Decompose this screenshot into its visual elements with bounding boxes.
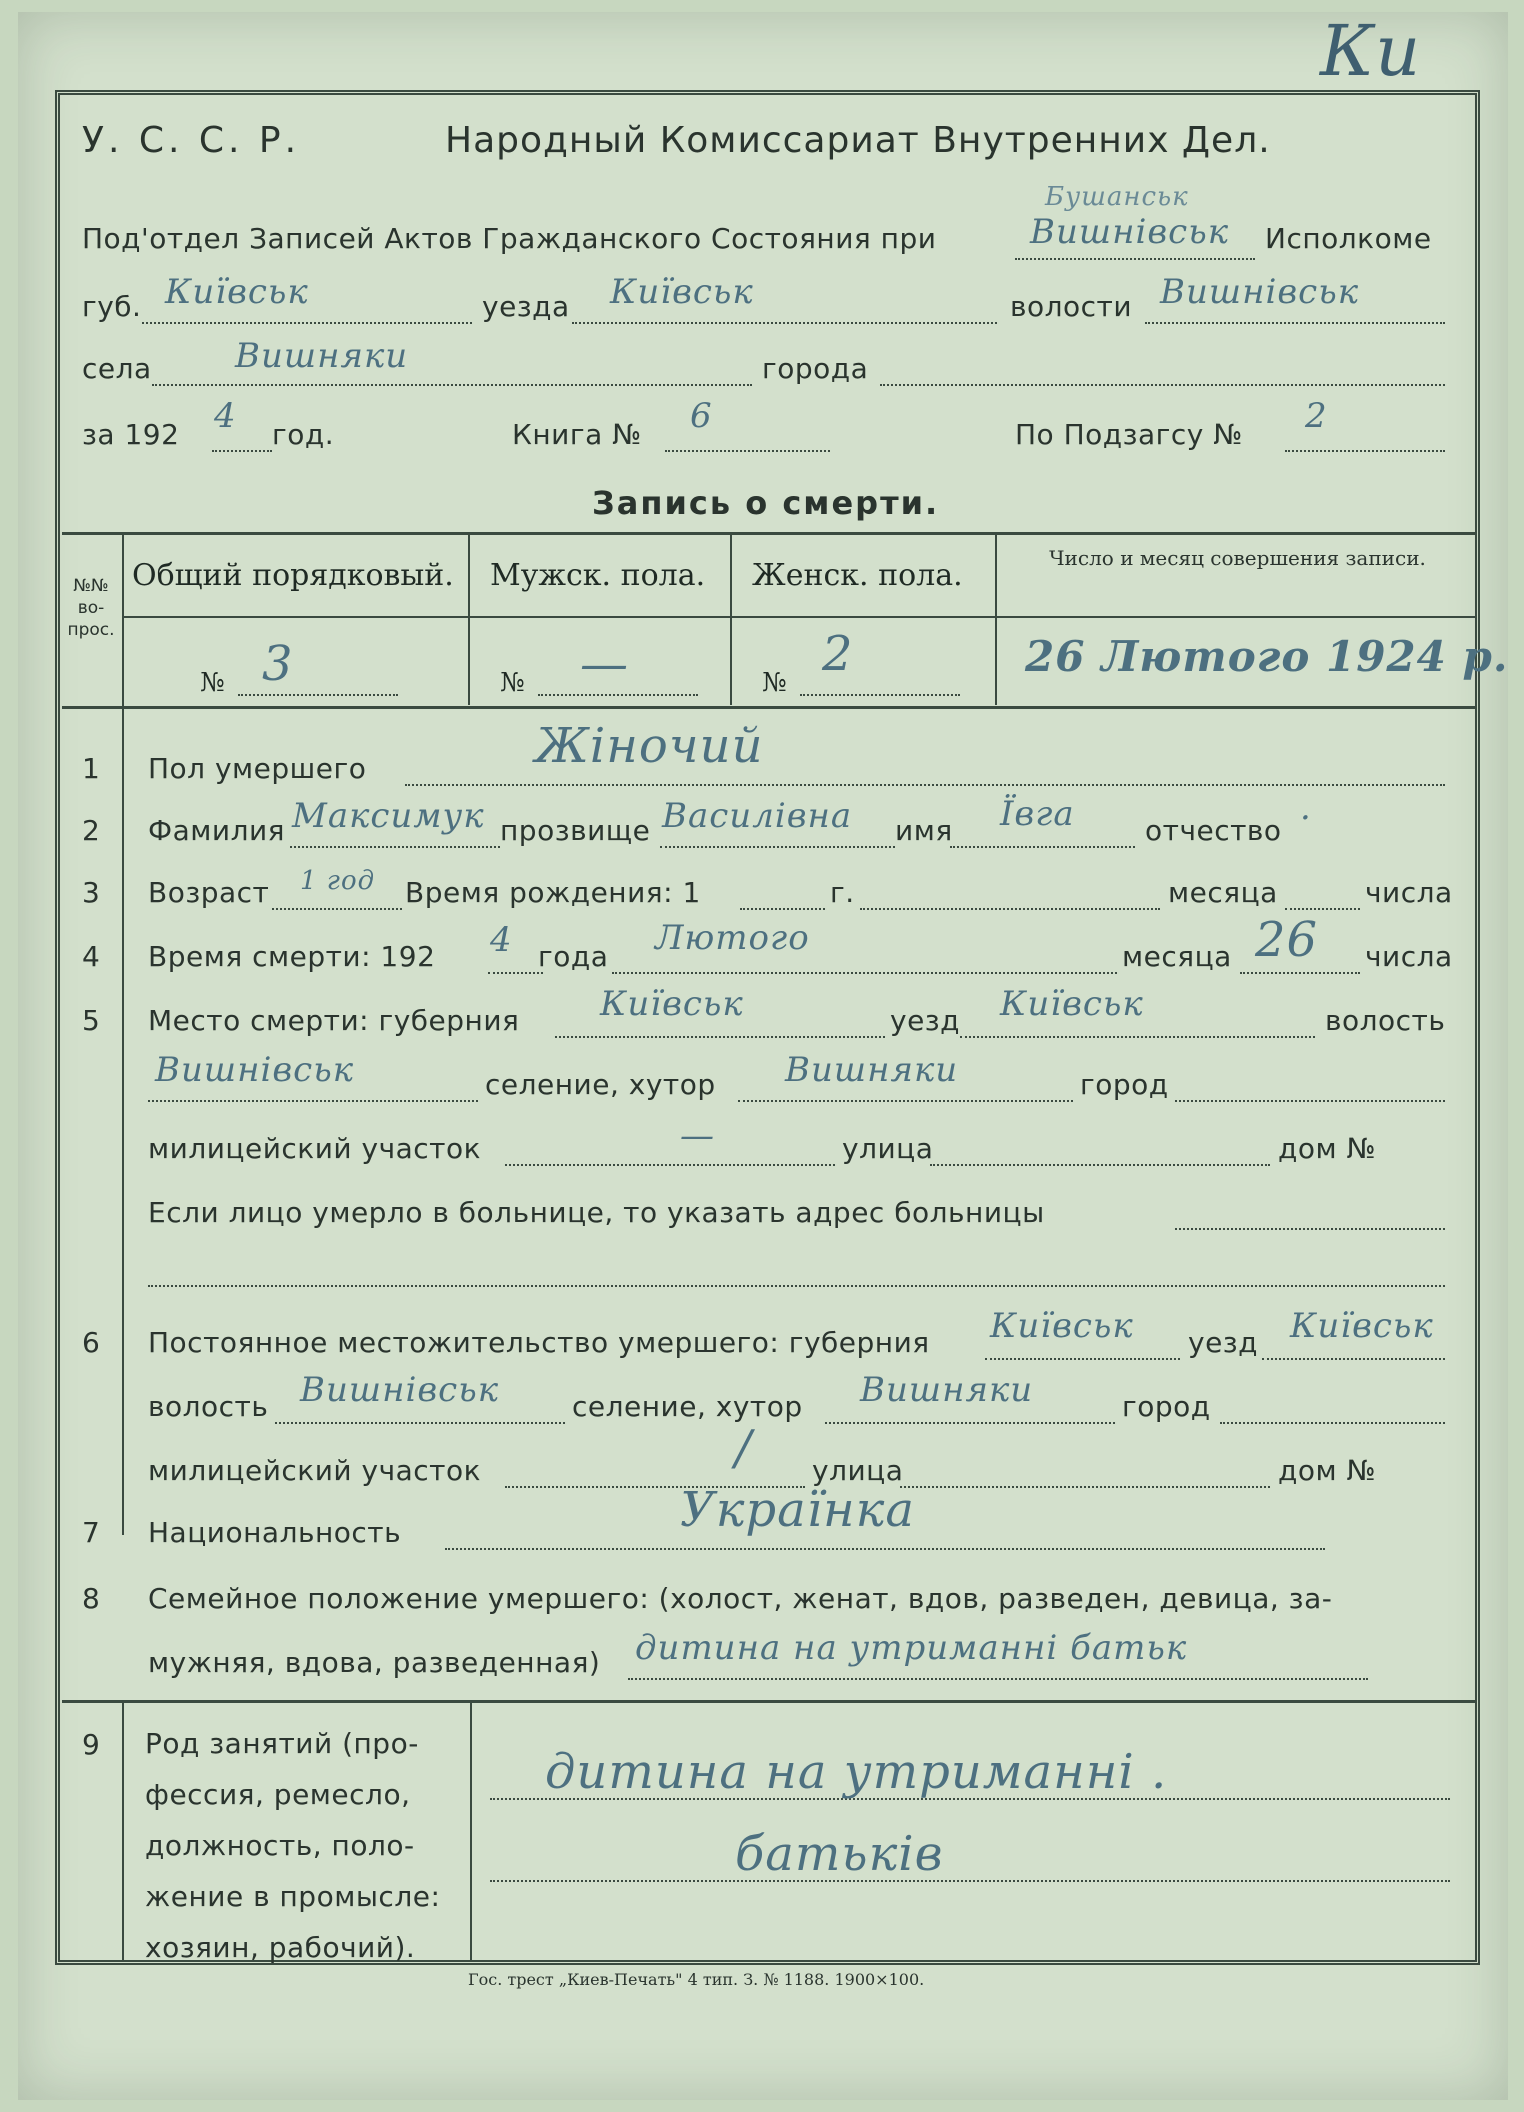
subzags-underline xyxy=(1285,450,1445,452)
table-top-rule xyxy=(62,532,1475,535)
executive-label: Исполкоме xyxy=(1265,222,1432,255)
occupation-label-line-2: фессия, ремесло, xyxy=(145,1778,411,1811)
age-value: 1 год xyxy=(300,866,376,896)
col-rule-2 xyxy=(730,535,732,705)
gub-value: Київськ xyxy=(165,272,309,312)
subdept-overline-value: Бушанськ xyxy=(1045,182,1189,212)
occupation-label-line-3: должность, поло- xyxy=(145,1829,415,1862)
death-day-label: числа xyxy=(1365,940,1453,973)
female-no-sign: № xyxy=(762,668,787,698)
death-selo-underline xyxy=(738,1100,1073,1102)
death-selo-value: Вишняки xyxy=(785,1050,959,1090)
death-month-value: Лютого xyxy=(655,918,810,958)
residence-gub-value: Київськ xyxy=(990,1306,1134,1346)
subzags-label: По Подзагсу № xyxy=(1015,418,1243,451)
subzags-value: 2 xyxy=(1305,396,1328,436)
residence-volost-value: Вишнівськ xyxy=(300,1370,500,1410)
row-9-num: 9 xyxy=(82,1728,100,1761)
death-street-label: улица xyxy=(842,1132,934,1165)
age-underline xyxy=(272,908,402,910)
death-year-suffix: года xyxy=(538,940,609,973)
death-selo-label: селение, хутор xyxy=(485,1068,716,1101)
surname-underline xyxy=(290,846,500,848)
row-9-mid-rule xyxy=(470,1703,472,1961)
male-value: — xyxy=(580,636,629,692)
row-6-num: 6 xyxy=(82,1326,100,1359)
record-title: Запись о смерти. xyxy=(592,484,940,522)
birth-g-underline xyxy=(860,908,1160,910)
subdept-label: Под'отдел Записей Актов Гражданского Состояния при xyxy=(82,222,937,255)
row-9-top-rule xyxy=(62,1700,1475,1703)
birth-day-label: числа xyxy=(1365,876,1453,909)
row-5-num: 5 xyxy=(82,1004,100,1037)
death-gorod-label: город xyxy=(1080,1068,1169,1101)
head-mid-rule xyxy=(122,616,1475,618)
nickname-value: Василівна xyxy=(662,796,853,836)
gorod-underline xyxy=(880,384,1445,386)
selo-label: села xyxy=(82,352,152,385)
death-gub-underline xyxy=(555,1036,885,1038)
surname-label: Фамилия xyxy=(148,814,286,847)
subdept-underline xyxy=(1015,258,1255,260)
row-1-num: 1 xyxy=(82,752,100,785)
male-head: Мужск. пола. xyxy=(490,558,706,593)
residence-volost-underline xyxy=(275,1422,565,1424)
death-month-underline xyxy=(612,972,1117,974)
book-underline xyxy=(665,450,830,452)
death-uezd-underline xyxy=(960,1036,1315,1038)
col-rule-1 xyxy=(468,535,470,705)
surname-value: Максимук xyxy=(292,796,485,836)
god-label: год. xyxy=(272,418,335,451)
occupation-value-1: дитина на утриманні . xyxy=(545,1744,1168,1800)
residence-selo-label: селение, хутор xyxy=(572,1390,803,1423)
age-label: Возраст xyxy=(148,876,270,909)
row-4-num: 4 xyxy=(82,940,100,973)
record-date-value: 26 Лютого 1924 р. xyxy=(1025,632,1509,681)
book-label: Книга № xyxy=(512,418,642,451)
row-3-num: 3 xyxy=(82,876,100,909)
marital-label-1: Семейное положение умершего: (холост, женат, вдов, разведен, девица, за- xyxy=(148,1582,1333,1615)
residence-street-label: улица xyxy=(812,1454,904,1487)
occupation-label-line-5: хозяин, рабочий). xyxy=(145,1931,416,1964)
selo-value: Вишняки xyxy=(235,336,409,376)
death-volost-underline xyxy=(148,1100,478,1102)
death-street-underline xyxy=(930,1164,1270,1166)
nickname-underline xyxy=(660,846,895,848)
birth-month-label: месяца xyxy=(1168,876,1278,909)
uezd-value: Київськ xyxy=(610,272,754,312)
row-8-num: 8 xyxy=(82,1582,100,1615)
hospital-underline-1 xyxy=(1175,1228,1445,1230)
nickname-label: прозвище xyxy=(500,814,651,847)
row-1-value: Жіночий xyxy=(535,718,764,774)
general-head: Общий порядковый. xyxy=(132,558,454,593)
marital-underline xyxy=(628,1678,1368,1680)
death-year-value: 4 xyxy=(490,920,513,960)
name-underline xyxy=(950,846,1135,848)
residence-selo-value: Вишняки xyxy=(860,1370,1034,1410)
death-gorod-underline xyxy=(1175,1100,1445,1102)
year-underline xyxy=(212,450,272,452)
marital-value: дитина на утриманні батьк xyxy=(635,1628,1188,1668)
selo-underline xyxy=(152,384,752,386)
residence-gorod-underline xyxy=(1220,1422,1445,1424)
row-7-num: 7 xyxy=(82,1516,100,1549)
num-col-rule xyxy=(122,535,124,1535)
hospital-underline-2 xyxy=(148,1285,1445,1287)
residence-uezd-value: Київськ xyxy=(1290,1306,1434,1346)
book-value: 6 xyxy=(690,396,713,436)
subdept-value: Вишнівськ xyxy=(1030,212,1230,252)
uezd-label: уезда xyxy=(482,290,570,323)
residence-volost-label: волость xyxy=(148,1390,269,1423)
death-volost-value: Вишнівськ xyxy=(155,1050,355,1090)
row-9-num-rule xyxy=(122,1703,124,1961)
hospital-label: Если лицо умерло в больнице, то указать адрес больницы xyxy=(148,1196,1045,1229)
marital-label-2: мужняя, вдова, разведенная) xyxy=(148,1646,601,1679)
residence-uezd-label: уезд xyxy=(1188,1326,1259,1359)
death-uezd-value: Київськ xyxy=(1000,984,1144,1024)
death-police-underline xyxy=(505,1164,835,1166)
birth-g-label: г. xyxy=(830,876,855,909)
row-1-label: Пол умершего xyxy=(148,752,367,785)
residence-label: Постоянное местожительство умершего: губерния xyxy=(148,1326,930,1359)
col-rule-3 xyxy=(995,535,997,705)
death-month-label: месяца xyxy=(1122,940,1232,973)
commissariat-title: Народный Комиссариат Внутренних Дел. xyxy=(445,120,1271,161)
female-value: 2 xyxy=(822,626,854,682)
occupation-label-line-1: Род занятий (про- xyxy=(145,1727,419,1760)
row-1-underline xyxy=(405,784,1445,786)
nationality-value: Українка xyxy=(680,1482,915,1538)
residence-uezd-underline xyxy=(1262,1358,1445,1360)
name-value: Ївга xyxy=(1000,794,1075,834)
name-label: имя xyxy=(895,814,953,847)
occupation-label xyxy=(145,1718,465,1973)
death-day-underline xyxy=(1240,972,1360,974)
residence-house-label: дом № xyxy=(1278,1454,1377,1487)
gorod-label: города xyxy=(762,352,869,385)
volost-underline xyxy=(1145,322,1445,324)
death-uezd-label: уезд xyxy=(890,1004,961,1037)
occupation-label-line-4: жение в промысле: xyxy=(145,1880,441,1913)
patronymic-value: · xyxy=(1300,798,1312,838)
q-col-head: №№ во- прос. xyxy=(67,576,115,640)
corner-mark: Ки xyxy=(1320,10,1422,92)
occupation-underline-2 xyxy=(490,1880,1450,1882)
female-head: Женск. пола. xyxy=(752,558,963,593)
male-underline xyxy=(538,694,698,696)
death-day-value: 26 xyxy=(1255,912,1319,968)
residence-gorod-label: город xyxy=(1122,1390,1211,1423)
patronymic-label: отчество xyxy=(1145,814,1282,847)
gub-underline xyxy=(142,322,472,324)
male-no-sign: № xyxy=(500,668,525,698)
residence-street-underline xyxy=(900,1486,1270,1488)
death-police-value: — xyxy=(680,1116,715,1156)
table-head-bottom-rule xyxy=(62,706,1475,709)
date-head: Число и месяц совершения записи. xyxy=(1049,546,1426,570)
death-house-label: дом № xyxy=(1278,1132,1377,1165)
death-place-label: Место смерти: губерния xyxy=(148,1004,520,1037)
volost-label: волости xyxy=(1010,290,1133,323)
residence-police-value: / xyxy=(735,1420,753,1476)
death-volost-label: волость xyxy=(1325,1004,1446,1037)
birth-label: Время рождения: 1 xyxy=(405,876,701,909)
death-time-label: Время смерти: 192 xyxy=(148,940,436,973)
birth-month-underline xyxy=(1285,908,1360,910)
residence-gub-underline xyxy=(985,1358,1180,1360)
death-year-underline xyxy=(488,972,543,974)
residence-selo-underline xyxy=(825,1422,1115,1424)
residence-police-label: милицейский участок xyxy=(148,1454,482,1487)
year-label: за 192 xyxy=(82,418,180,451)
general-value: 3 xyxy=(262,636,294,692)
general-no-sign: № xyxy=(200,668,225,698)
row-2-num: 2 xyxy=(82,814,100,847)
occupation-value-2: батьків xyxy=(735,1826,944,1882)
volost-value: Вишнівськ xyxy=(1160,272,1360,312)
gub-label: губ. xyxy=(82,290,142,323)
printer-footer: Гос. трест „Киев-Печать" 4 тип. З. № 1188. 1900×100. xyxy=(468,1970,925,1989)
female-underline xyxy=(800,694,960,696)
nationality-label: Национальность xyxy=(148,1516,402,1549)
birth-year-underline xyxy=(740,908,825,910)
uezd-underline xyxy=(572,322,997,324)
death-gub-value: Київськ xyxy=(600,984,744,1024)
ussr-label: У. С. С. Р. xyxy=(82,120,301,161)
general-underline xyxy=(238,694,398,696)
nationality-underline xyxy=(445,1548,1325,1550)
year-value: 4 xyxy=(214,396,237,436)
death-police-label: милицейский участок xyxy=(148,1132,482,1165)
